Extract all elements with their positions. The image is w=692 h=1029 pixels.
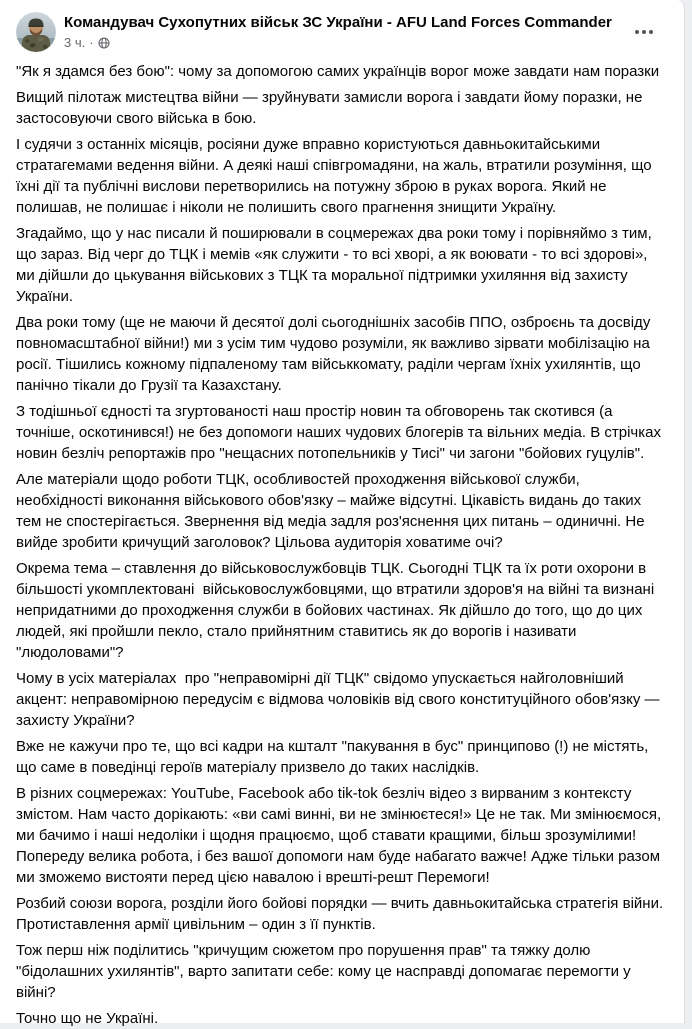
- avatar[interactable]: [16, 12, 56, 52]
- ellipsis-icon: [649, 30, 653, 34]
- post-paragraph: Точно що не Україні.: [16, 1010, 159, 1027]
- post-header-text: [64, 12, 668, 51]
- post-paragraph: Чому в усіх матеріалах про "неправомірні дії ТЦК" свідомо упускається найголовніший акцент: неправомірною передусім є відмова чоловіків від свого конституційного обов'язку — захисту України?: [16, 670, 664, 729]
- post-header: [0, 0, 684, 52]
- post-paragraph: "Як я здамся без бою": чому за допомогою самих українців ворог може завдати нам поразки: [16, 63, 660, 80]
- ellipsis-icon: [642, 30, 646, 34]
- post-body: [0, 52, 684, 1029]
- post-meta: [64, 35, 668, 51]
- author-name[interactable]: Командувач Сухопутних військ ЗС України - AFU Land Forces Commander: [64, 14, 612, 31]
- post-paragraph: Розбий союзи ворога, розділи його бойові порядки — вчить давньокитайська стратегія війни. Протиставлення армії цивільним – один з її пунктів.: [16, 895, 668, 933]
- globe-icon: [98, 37, 110, 49]
- post-paragraph: Вищий пілотаж мистецтва війни — зруйнувати замисли ворога і завдати йому поразки, не застосовуючи свого війська в бою.: [16, 89, 647, 127]
- post-paragraph: Окрема тема – ставлення до військовослужбовців ТЦК. Сьогодні ТЦК та їх роти охорони в більшості укомплектовані військовослужбовцями, що втратили здоров'я на війні та визнані непридатними до проходження служби в бойових частинах. Як дійшло до того, що до цих людей, які пройшли пекло, стало прийнятним ставитись як до ворогів і називати "людоловами"?: [16, 560, 659, 661]
- post-options-button[interactable]: [626, 16, 662, 48]
- post-paragraph: І судячи з останніх місяців, росіяни дуже вправно користуються давньокитайськими стратагемами ведення війни. А деякі наші співгромадяни, на жаль, втратили розуміння, що їхні дії та публічні вислови перетворились на потужну зброю в руках ворога. Який не полишав, не полишає і ніколи не полишить свого прагнення знищити Україну.: [16, 136, 656, 216]
- post-paragraph: В різних соцмережах: YouTube, Facebook або tik-tok безліч відео з вирваним з контексту змістом. Нам часто дорікають: «ви самі винні, ви не змінюєтеся!» Це не так. Ми змінюємося, ми бачимо і наші недоліки і щодня працюємо, щоб ставати кращими, більш зрозумілими! Попереду велика робота, і без вашої допомоги нам буде набагато важче! Адже тільки разом ми зможемо вистояти перед цією навалою і врешті-решт Перемоги!: [16, 785, 666, 886]
- post-paragraph: Тож перш ніж поділитись "кричущим сюжетом про порушення прав" та тяжку долю "бідолашних ухилянтів", варто запитати себе: кому це насправді допомагає перемогти у війні?: [16, 942, 635, 1001]
- post-paragraph: Два роки тому (ще не маючи й десятої долі сьогоднішніх засобів ППО, озброєнь та досвіду повномасштабної війни!) ми з усім тим чудово розуміли, як важливо зірвати мобілізацію на росії. Тішились кожному підпаленому там військкомату, раділи чергам їхніх ухилянтів, що панічно тікали до Грузії та Казахстану.: [16, 314, 655, 394]
- post-paragraph: Вже не кажучи про те, що всі кадри на кшталт "пакування в бус" принципово (!) не містять, що саме в поведінці героїв матеріалу призвело до таких наслідків.: [16, 738, 653, 776]
- post-paragraph: Але матеріали щодо роботи ТЦК, особливостей проходження військової служби, необхідності виконання військового обов'язку – майже відсутні. Цікавість видань до таких тем не спостерігається. Звернення від медіа задля роз'яснення цих питань – одиничні. Не вийде зробити кричущий заголовок? Цільова аудиторія ховатиме очі?: [16, 471, 649, 551]
- profile-photo-soldier-image: [16, 12, 56, 52]
- post-paragraph: Згадаймо, що у нас писали й поширювали в соцмережах два роки тому і порівняймо з тим, що зараз. Від черг до ТЦК і мемів «як служити - то всі хворі, а як воювати - то всі здорові», ми дійшли до цькування військових з ТЦК та моральної підтримки ухиляння від захисту України.: [16, 225, 656, 305]
- timestamp[interactable]: 3 ч.: [64, 35, 86, 50]
- post-paragraph: З тодішньої єдності та згуртованості наш простір новин та обговорень так скотився (а точніше, оскотинився!) не без допомоги наших чудових блогерів та вільних медіа. В стрічках новин безліч репортажів про "нещасних потопельників у Тисі" чи загони "бойових гуцулів".: [16, 403, 666, 462]
- meta-separator: ·: [89, 35, 94, 50]
- ellipsis-icon: [635, 30, 639, 34]
